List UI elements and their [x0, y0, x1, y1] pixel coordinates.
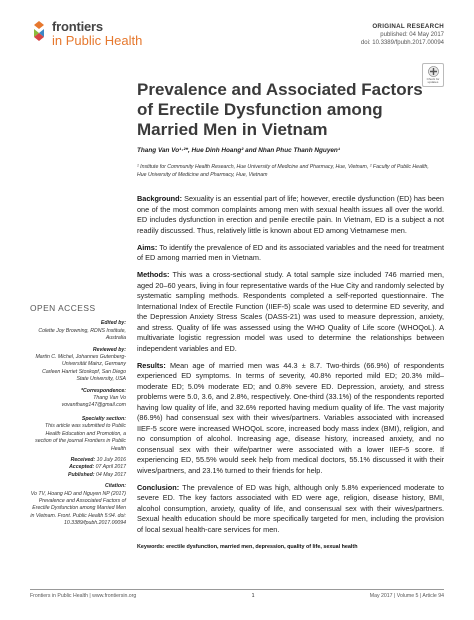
specialty-label: Specialty section:	[81, 415, 126, 422]
received-label: Received:	[70, 456, 96, 463]
crossmark-icon	[428, 66, 439, 77]
author-list[interactable]: Thang Van Vo¹·²*, Hue Dinh Hoang² and Nhan Phuc Thanh Nguyen¹	[137, 147, 340, 154]
conclusion-label: Conclusion:	[137, 482, 180, 492]
doi-link[interactable]: doi: 10.3389/fpubh.2017.00094	[360, 40, 444, 46]
journal-name: in Public Health	[52, 33, 143, 48]
aims-label: Aims:	[137, 242, 158, 252]
footer-journal-link[interactable]: Frontiers in Public Health | www.frontiersin.org	[30, 593, 137, 599]
methods-text: This was a cross-sectional study. A total sample size included 746 married men, aged 20–60 years, living in four representative wards of the Hue City and randomly selected by systematic sampling methods. Respondents completed a self-reported questionnaire. The International Index of Erectile Function (IIEF-5) scale was used to determine ED severity, and the Depression Anxiety Stress Scales (DASS-21) was used to measure depression, anxiety, and stress. Quality of life was assessed using the WHO Quality of Life score (WHOQoL). A multivariate logistic regression model was used to determine the relationships between independent variables and ED.	[137, 270, 444, 353]
results-label: Results:	[137, 360, 166, 370]
published-sidebar-date: 04 May 2017	[96, 471, 126, 478]
accepted-date: 07 April 2017	[95, 464, 126, 471]
aims-text: To identify the prevalence of ED and its associated variables and the need for treatment of ED among married men in Vietnam.	[137, 242, 445, 262]
background-label: Background:	[137, 194, 182, 203]
results-paragraph	[137, 361, 444, 477]
frontiers-logo-icon	[30, 20, 48, 42]
editor-name: Colette Joy Browning, RDNS Institute, Australia	[38, 327, 126, 342]
page-footer	[30, 589, 444, 599]
reviewed-by-label: Reviewed by:	[92, 346, 126, 353]
keywords	[137, 542, 444, 553]
open-access-label: OPEN ACCESS	[30, 303, 96, 313]
article-meta	[361, 23, 444, 47]
aims-paragraph	[137, 243, 444, 264]
background-text: Sexuality is an essential part of life; however, erectile dysfunction (ED) has been one of the most common complaints among men with sexual health issues all over the world. ED includes dysfunction in erection and penile erectile pain. In Vietnam, ED is a subject a not readily discussed. Thus, relatively little is known about ED among Vietnamese men.	[137, 194, 444, 235]
received-date: 10 July 2016	[96, 456, 126, 463]
specialty-text: This article was submitted to Public Health Education and Promotion, a section of the journal Frontiers in Public Health	[35, 423, 126, 452]
correspondence-label: *Correspondence:	[81, 387, 126, 394]
page-number: 1	[251, 593, 255, 599]
abstract	[137, 194, 444, 552]
article-type: ORIGINAL RESEARCH	[372, 23, 444, 30]
article-title: Prevalence and Associated Factors of Erectile Dysfunction among Married Men in Vietnam	[137, 80, 423, 139]
brand-name: frontiers	[52, 19, 103, 34]
article-sidebar	[30, 305, 126, 532]
correspondence-contact[interactable]: Thang Van Vo vovanthang147@gmail.com	[61, 395, 126, 409]
keywords-text: erectile dysfunction, married men, depression, quality of life, sexual health	[166, 543, 358, 550]
results-text: Mean age of married men was 44.3 ± 8.7. Two-thirds (66.9%) of respondents experienced ED symptoms. In terms of severity, 40.8% reported mild ED; 20.3% mild–moderate ED; 5.0% moderate ED; and 0.8% severe ED. Depression, anxiety, and stress problems were 5.0, 3.6, and 2.8%, respectively. One-third (33.1%) of the respondents reported having low quality of life, and 32.6% reported having medium quality of life. The vast majority (86.9%) had consensual sex with their wives/partners. Variables associated with increased IIEF-5 score were increased WHOQoL score, increased body mass index (BMI), religion, and no consumption of alcohol. Increasing age, disease history, increased anxiety, and no consensual sex with their wife/partner were associated with a lower IIEF-5 score. If experiencing ED, 55.5% would seek help from medical doctors, 55.1% discussed it with their wives/partners, and 23.1% turned to their friends for help.	[137, 360, 444, 475]
background-paragraph	[137, 194, 444, 236]
conclusion-paragraph	[137, 483, 444, 536]
citation-label: Citation:	[104, 483, 126, 490]
affiliations: ¹ Institute for Community Health Research, Hue University of Medicine and Pharmacy, Hue, Vietnam, ² Faculty of Public Health, Hue University of Medicine and Pharmacy, Hue, Vietnam	[137, 164, 429, 178]
crossmark-label: Check for updates	[426, 77, 440, 84]
footer-volume: May 2017 | Volume 5 | Article 94	[369, 593, 444, 599]
methods-label: Methods:	[137, 270, 170, 279]
methods-paragraph	[137, 270, 444, 354]
published-date: published: 04 May 2017	[380, 32, 444, 38]
reviewers: Martin C. Michel, Johannes Gutenberg-Universität Mainz, Germany Carleen Harriet Stoskopf, San Diego State University, USA	[35, 354, 126, 383]
journal-logo[interactable]	[30, 20, 142, 47]
edited-by-label: Edited by:	[100, 320, 126, 327]
keywords-label: Keywords:	[137, 543, 165, 550]
citation-text: Vo TV, Hoang HD and Nguyen NP (2017) Prevalence and Associated Factors of Erectile Dysfunction among Married Men in Vietnam. Front. Public Health 5:94. doi: 10.3389/fpubh.2017.00094	[30, 490, 126, 527]
conclusion-text: The prevalence of ED was high, although only 5.8% experienced moderate to severe ED. The key factors associated with ED were age, religion, disease history, BMI, alcohol consumption, anxiety, quality of life, and consensual sex with their wives/partners. Sexual health education should be more specifically targeted for men, including the provision of local sexual health-care services for men.	[137, 482, 444, 534]
published-label: Published:	[68, 471, 95, 478]
accepted-label: Accepted:	[69, 464, 95, 471]
